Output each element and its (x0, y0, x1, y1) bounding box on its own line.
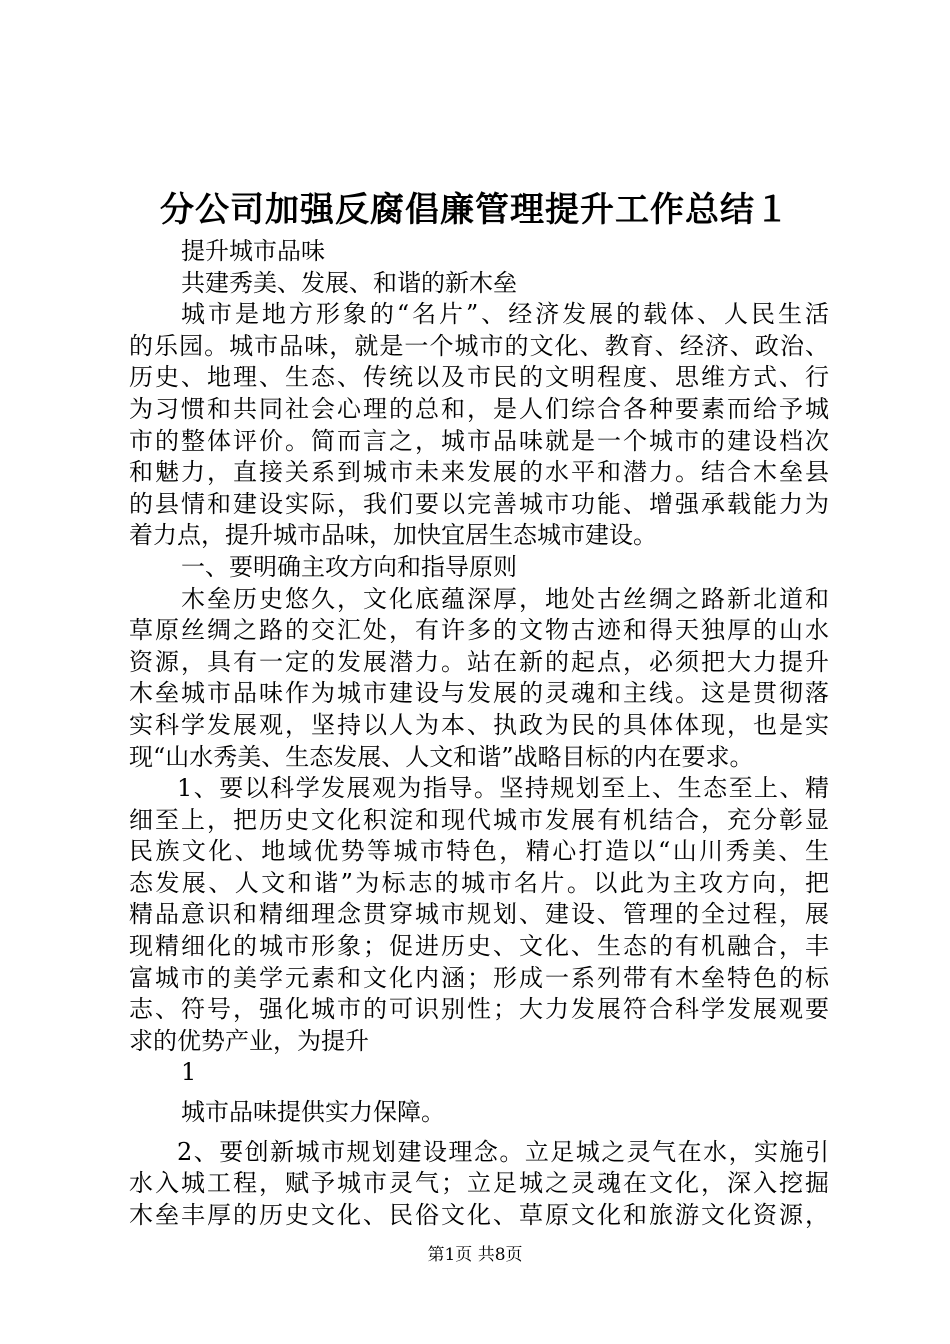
text-line: 水入城工程，赋予城市灵气；立足城之灵魂在文化，深入挖掘 (129, 1169, 829, 1198)
text-line: 1、要以科学发展观为指导。坚持规划至上、生态至上、精 (177, 774, 829, 803)
text-line: 态发展、人文和谐”为标志的城市名片。以此为主攻方向，把 (129, 868, 829, 897)
page-footer: 第1页 共8页 (427, 1245, 523, 1265)
text-line: 精品意识和精细理念贯穿城市规划、建设、管理的全过程，展 (129, 900, 829, 929)
text-line: 2、要创新城市规划建设理念。立足城之灵气在水，实施引 (177, 1137, 829, 1166)
text-line: 木垒城市品味作为城市建设与发展的灵魂和主线。这是贯彻落 (129, 679, 829, 708)
text-line: 木垒丰厚的历史文化、民俗文化、草原文化和旅游文化资源， (129, 1200, 829, 1229)
text-line: 现“山水秀美、生态发展、人文和谐”战略目标的内在要求。 (129, 742, 754, 771)
text-line: 共建秀美、发展、和谐的新木垒 (181, 268, 517, 297)
text-line: 实科学发展观，坚持以人为本、执政为民的具体体现，也是实 (129, 710, 829, 739)
text-line: 市的整体评价。简而言之，城市品味就是一个城市的建设档次 (129, 426, 829, 455)
text-line: 草原丝绸之路的交汇处，有许多的文物古迹和得天独厚的山水 (129, 616, 829, 645)
text-line: 1 (181, 1058, 197, 1087)
document-body (129, 236, 829, 1231)
text-line: 城市是地方形象的“名片”、经济发展的载体、人民生活 (181, 300, 829, 329)
document-title: 分公司加强反腐倡廉管理提升工作总结１ (160, 190, 790, 230)
text-line: 一、要明确主攻方向和指导原则 (181, 552, 517, 581)
text-line: 富城市的美学元素和文化内涵；形成一系列带有木垒特色的标 (129, 963, 829, 992)
line-gap (129, 1129, 829, 1137)
text-line: 为习惯和共同社会心理的总和，是人们综合各种要素而给予城 (129, 394, 829, 423)
text-line: 木垒历史悠久，文化底蕴深厚，地处古丝绸之路新北道和 (181, 584, 829, 613)
text-line: 和魅力，直接关系到城市未来发展的水平和潜力。结合木垒县 (129, 458, 829, 487)
text-line: 提升城市品味 (181, 237, 325, 265)
text-line: 志、符号，强化城市的可识别性；大力发展符合科学发展观要 (129, 995, 829, 1024)
text-line: 的县情和建设实际，我们要以完善城市功能、增强承载能力为 (129, 489, 829, 518)
text-line: 求的优势产业，为提升 (129, 1026, 369, 1055)
text-line: 的乐园。城市品味，就是一个城市的文化、教育、经济、政治、 (129, 331, 829, 360)
text-line: 细至上，把历史文化积淀和现代城市发展有机结合，充分彰显 (129, 805, 829, 834)
text-line: 民族文化、地域优势等城市特色，精心打造以“山川秀美、生 (129, 837, 829, 866)
text-line: 历史、地理、生态、传统以及市民的文明程度、思维方式、行 (129, 363, 829, 392)
text-line: 现精细化的城市形象；促进历史、文化、生态的有机融合，丰 (129, 932, 829, 961)
line-gap (129, 1089, 829, 1097)
text-line: 资源，具有一定的发展潜力。站在新的起点，必须把大力提升 (129, 647, 829, 676)
text-line: 着力点，提升城市品味，加快宜居生态城市建设。 (129, 521, 657, 550)
text-line: 城市品味提供实力保障。 (181, 1098, 445, 1127)
